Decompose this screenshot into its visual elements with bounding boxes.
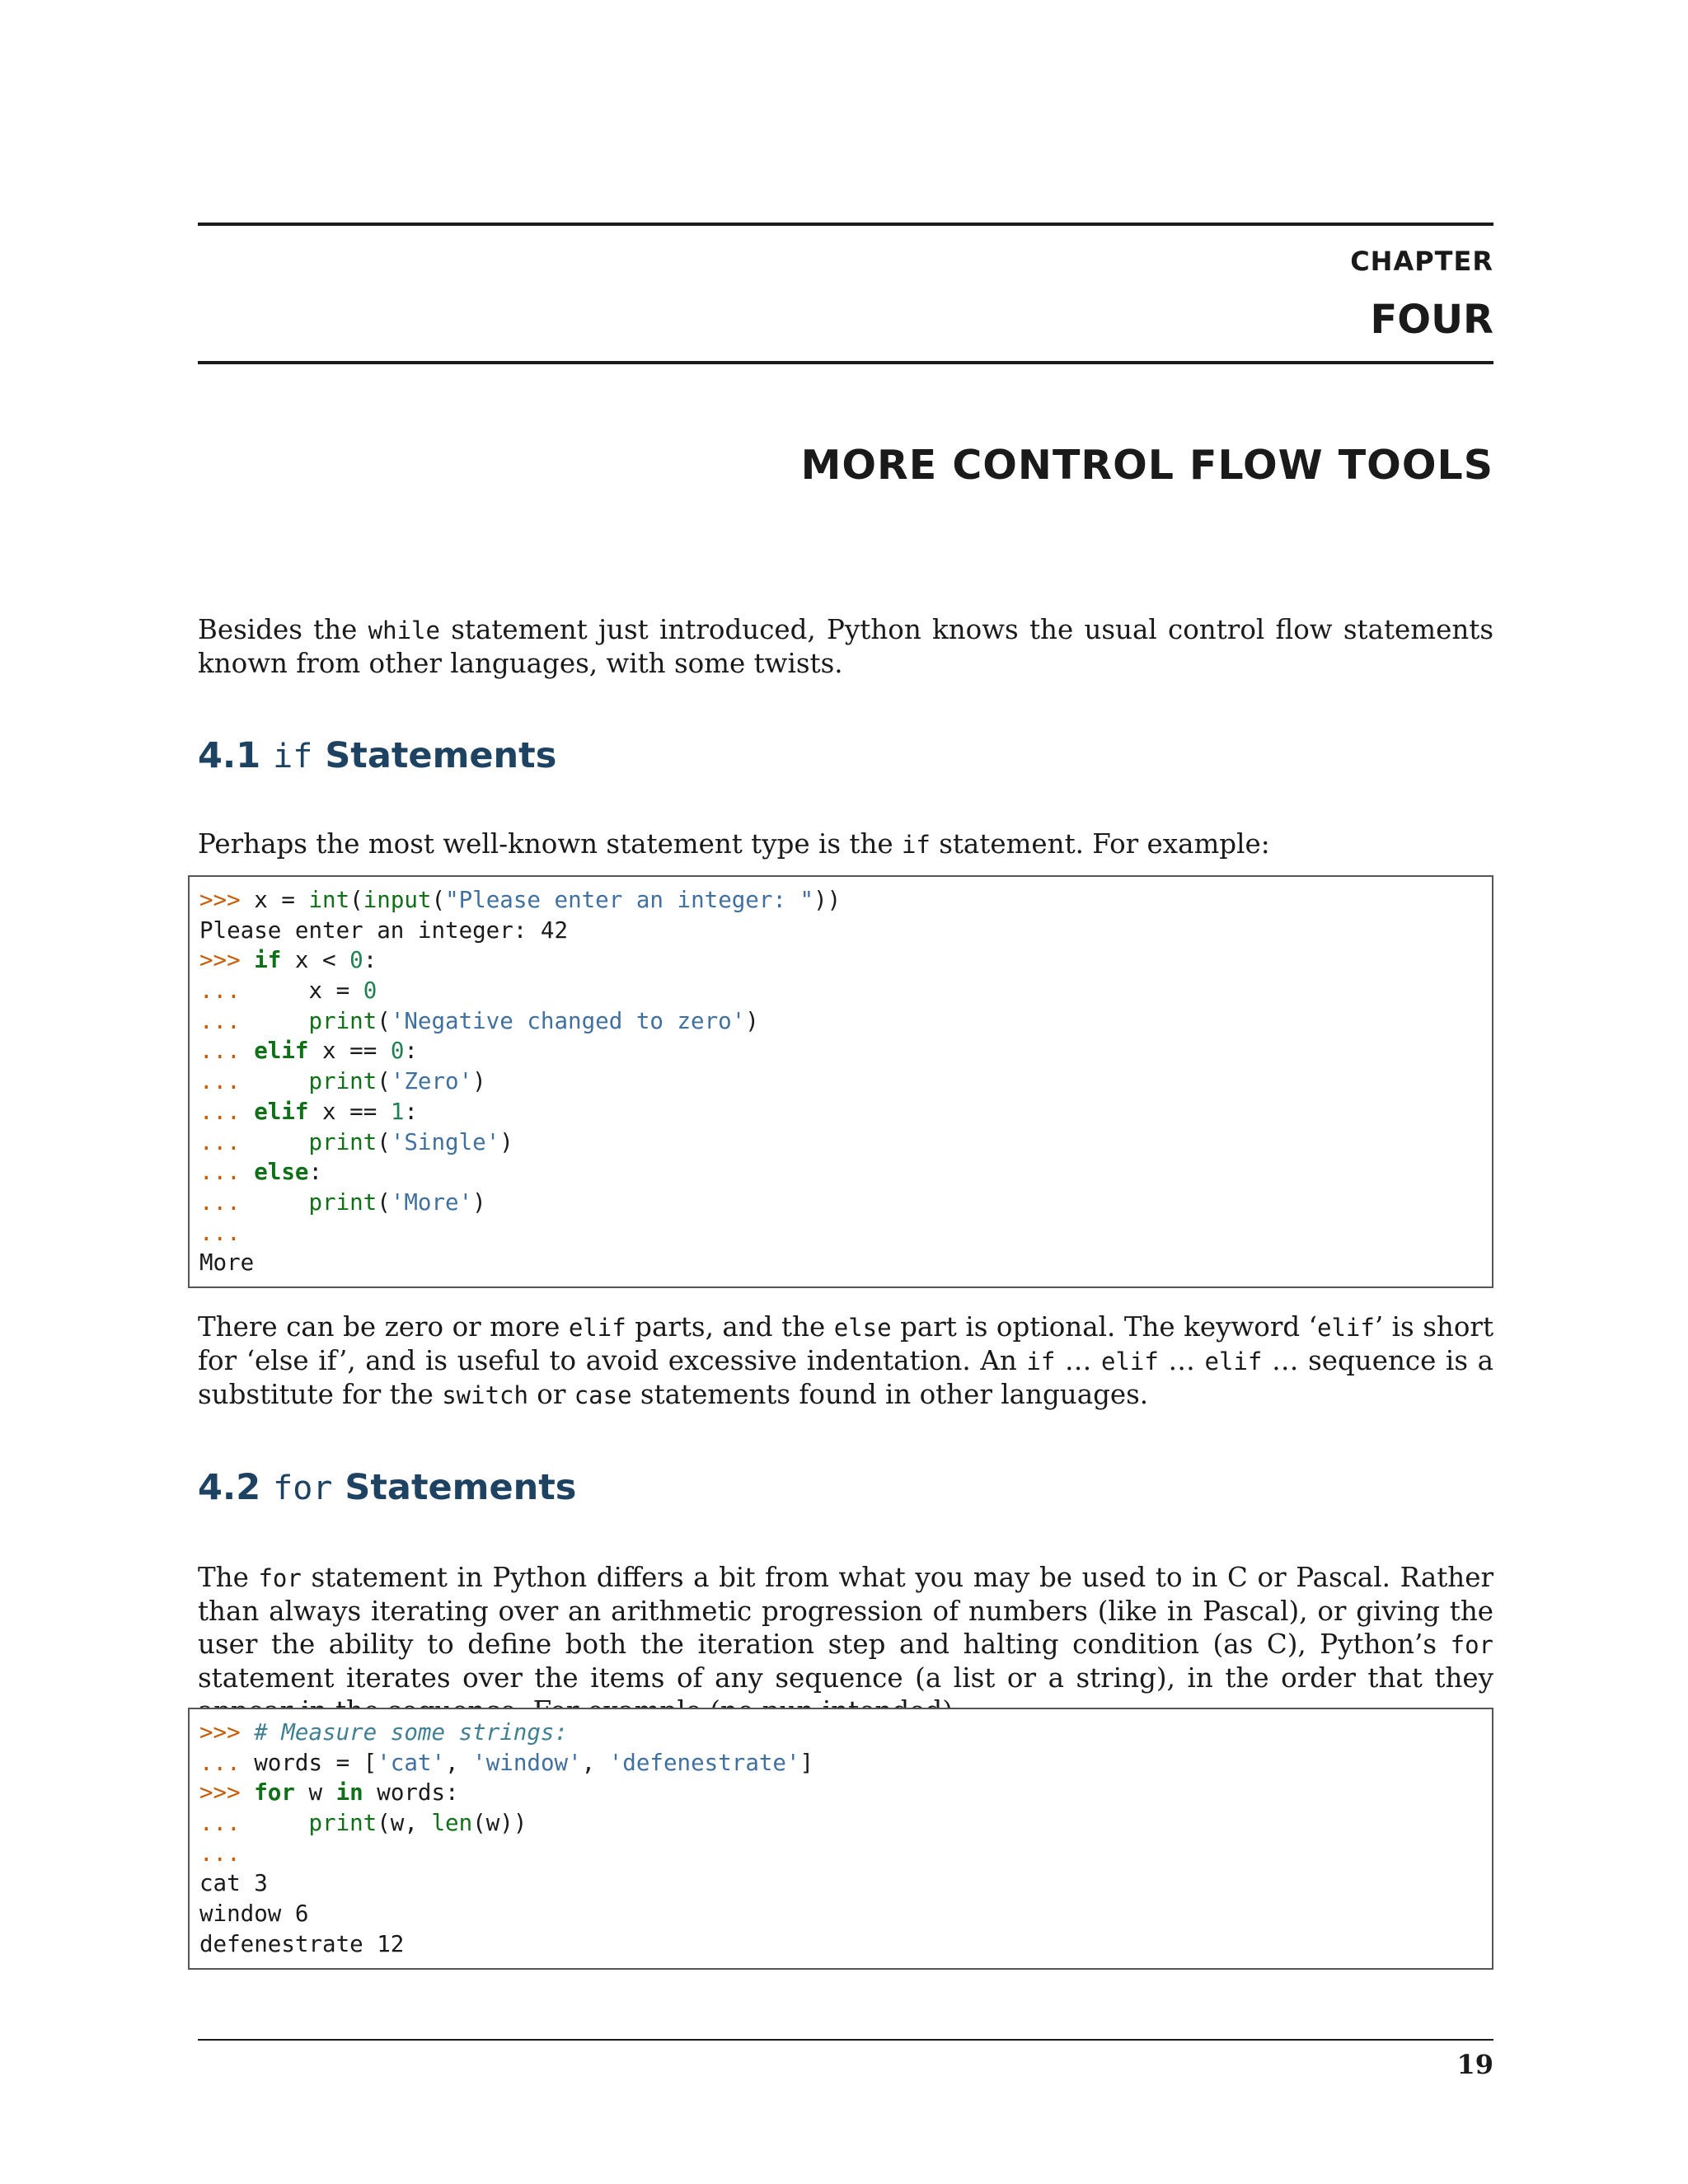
paragraph-text: statement. For example: — [930, 828, 1270, 860]
paragraph-text: statement in Python differs a bit from what you may be used to in C or Pascal. Rather than always iterating over an arithmetic progression of numbers (like in Pascal), or giving the user the ability to define both the iteration step and halting condition (as C), Python’s — [198, 1562, 1493, 1660]
inline-code-switch: switch — [442, 1381, 528, 1409]
code-token: ... — [199, 1098, 255, 1125]
code-token: 'Negative changed to zero' — [390, 1007, 746, 1034]
chapter-label: CHAPTER — [1350, 246, 1493, 277]
code-token: ... — [199, 1128, 309, 1155]
for-intro-paragraph — [198, 1561, 1493, 1727]
inline-code-while: while — [368, 616, 440, 644]
code-token: ... — [199, 1038, 255, 1065]
code-token: 0 — [390, 1038, 405, 1065]
code-token: in — [335, 1779, 363, 1807]
code-token: 1 — [390, 1098, 405, 1125]
code-token: 'More' — [390, 1188, 473, 1216]
section-heading-for — [198, 1467, 576, 1508]
paragraph-text: … sequence is a substitute for the — [198, 1345, 1493, 1410]
code-token: else — [254, 1159, 309, 1186]
code-token: ... — [199, 1749, 255, 1776]
code-token: len — [431, 1810, 473, 1837]
inline-code-case: case — [574, 1381, 632, 1409]
code-token: ... — [199, 1219, 241, 1246]
code-token: ... — [199, 977, 309, 1005]
code-line — [199, 1718, 1492, 1748]
code-token: ( — [349, 887, 363, 913]
code-line — [199, 916, 1492, 946]
code-token: ( — [377, 1188, 391, 1216]
code-token: ( — [431, 887, 446, 913]
code-token: ... — [199, 1068, 309, 1095]
code-token: "Please enter an integer: " — [445, 887, 814, 913]
code-token: , — [445, 1749, 473, 1776]
code-block-if-example — [188, 875, 1493, 1288]
code-token: 0 — [363, 977, 377, 1005]
code-line — [199, 945, 1492, 976]
code-token: : — [404, 1038, 418, 1065]
code-token: ... — [199, 1840, 241, 1867]
code-token: ... — [199, 1007, 309, 1034]
code-token: (w, — [377, 1810, 432, 1837]
code-token: ( — [377, 1007, 391, 1034]
paragraph-text: part is optional. The keyword ‘ — [891, 1311, 1317, 1343]
code-line — [199, 1248, 1492, 1278]
code-token: ) — [499, 1128, 513, 1155]
code-line — [199, 1868, 1492, 1899]
code-token: w — [294, 1779, 336, 1807]
code-token: words = [ — [254, 1749, 377, 1776]
inline-code-for: for — [258, 1564, 302, 1592]
code-token: elif — [254, 1038, 309, 1065]
paragraph-text: statements found in other languages. — [631, 1379, 1149, 1410]
code-token: : — [363, 947, 377, 974]
paragraph-text: or — [528, 1379, 574, 1410]
inline-code-elif: elif — [568, 1314, 626, 1342]
code-line — [199, 885, 1492, 916]
chapter-number: FOUR — [1370, 297, 1493, 343]
code-line — [199, 1929, 1492, 1960]
paragraph-text: parts, and the — [626, 1311, 834, 1343]
code-token: , — [581, 1749, 609, 1776]
code-line — [199, 1218, 1492, 1249]
section-keyword: for — [273, 1469, 333, 1507]
code-token: >>> — [199, 887, 255, 913]
code-token: 0 — [349, 947, 363, 974]
code-token: print — [308, 1068, 377, 1095]
code-line — [199, 1097, 1492, 1127]
paragraph-text: statement iterates over the items of any sequence (a list or a string), in the order that they — [198, 1662, 1493, 1694]
code-token: ( — [377, 1128, 391, 1155]
code-token: words: — [363, 1779, 459, 1807]
code-token: # Measure some strings: — [254, 1719, 569, 1746]
intro-text: Besides the — [198, 614, 368, 645]
inline-code-elif: elif — [1204, 1347, 1263, 1376]
chapter-bottom-rule — [198, 361, 1493, 364]
code-token: window 6 — [199, 1900, 309, 1928]
section-title: Statements — [345, 1467, 577, 1508]
paragraph-text: The — [198, 1562, 259, 1593]
inline-code-elif: elif — [1100, 1347, 1159, 1376]
paragraph-text: Perhaps the most well-known statement type is the — [198, 828, 902, 860]
chapter-title: MORE CONTROL FLOW TOOLS — [800, 442, 1493, 489]
code-token: print — [308, 1007, 377, 1034]
code-token: ... — [199, 1159, 255, 1186]
inline-code-for: for — [1450, 1631, 1493, 1659]
code-line — [199, 1036, 1492, 1066]
footer-rule — [198, 2039, 1493, 2041]
code-line — [199, 1899, 1492, 1929]
code-line — [199, 1839, 1492, 1869]
paragraph-text: There can be zero or more — [198, 1311, 569, 1343]
inline-code-else: else — [833, 1314, 892, 1342]
code-token: (w)) — [472, 1810, 528, 1837]
code-token: >>> — [199, 1779, 255, 1807]
paragraph-text: ’ is short for ‘else if’, and is useful to avoid excessive indentation. An — [198, 1311, 1493, 1376]
code-token: x = — [254, 887, 309, 913]
code-token: print — [308, 1188, 377, 1216]
code-token: More — [199, 1249, 255, 1277]
code-token: )) — [814, 887, 842, 913]
code-token: print — [308, 1810, 377, 1837]
section-heading-if — [198, 735, 556, 776]
intro-paragraph — [198, 613, 1493, 680]
code-token: 'Single' — [390, 1128, 500, 1155]
code-token: ) — [472, 1188, 486, 1216]
code-token: input — [363, 887, 432, 913]
code-token: ) — [472, 1068, 486, 1095]
inline-code-elif: elif — [1317, 1314, 1375, 1342]
code-token: >>> — [199, 947, 255, 974]
code-line — [199, 1748, 1492, 1779]
code-token: x == — [308, 1038, 391, 1065]
code-token: ] — [799, 1749, 814, 1776]
code-line — [199, 1157, 1492, 1188]
section-number: 4.2 — [198, 1467, 261, 1508]
if-intro-paragraph — [198, 827, 1493, 861]
code-block-for-example — [188, 1708, 1493, 1970]
inline-code-if: if — [901, 831, 931, 859]
code-token: : — [308, 1159, 323, 1186]
code-token: ) — [745, 1007, 759, 1034]
code-token: 'Zero' — [390, 1068, 473, 1095]
code-line — [199, 1127, 1492, 1158]
code-token: 'cat' — [377, 1749, 446, 1776]
code-line — [199, 1006, 1492, 1037]
code-line — [199, 1778, 1492, 1808]
section-title: Statements — [325, 735, 557, 776]
intro-text: statement just introduced, Python knows the usual control flow statements known from other languages, with some twists. — [198, 614, 1494, 679]
code-token: if — [254, 947, 282, 974]
code-token: int — [308, 887, 350, 913]
code-token: print — [308, 1128, 377, 1155]
section-number: 4.1 — [198, 735, 261, 776]
code-line — [199, 1066, 1492, 1097]
code-token: Please enter an integer: 42 — [199, 916, 569, 944]
code-line — [199, 1188, 1492, 1218]
paragraph-text: … — [1158, 1345, 1205, 1376]
code-token: >>> — [199, 1719, 255, 1746]
code-token: 'defenestrate' — [608, 1749, 800, 1776]
code-token: x == — [308, 1098, 391, 1125]
code-token: x < — [281, 947, 350, 974]
paragraph-text: … — [1055, 1345, 1101, 1376]
section-keyword: if — [273, 738, 313, 776]
code-token: x = — [308, 977, 363, 1005]
inline-code-if: if — [1026, 1347, 1056, 1376]
chapter-top-rule — [198, 223, 1493, 226]
code-token: ... — [199, 1188, 309, 1216]
code-token: 'window' — [472, 1749, 582, 1776]
code-token: cat 3 — [199, 1870, 268, 1897]
code-line — [199, 976, 1492, 1006]
code-token: ( — [377, 1068, 391, 1095]
elif-explanation-paragraph — [198, 1310, 1493, 1412]
page-number: 19 — [1456, 2049, 1493, 2080]
code-token: for — [254, 1779, 295, 1807]
code-token: : — [404, 1098, 418, 1125]
code-token: ... — [199, 1810, 309, 1837]
document-page — [198, 0, 1493, 2184]
code-token: elif — [254, 1098, 309, 1125]
code-line — [199, 1808, 1492, 1839]
code-token: defenestrate 12 — [199, 1930, 405, 1957]
